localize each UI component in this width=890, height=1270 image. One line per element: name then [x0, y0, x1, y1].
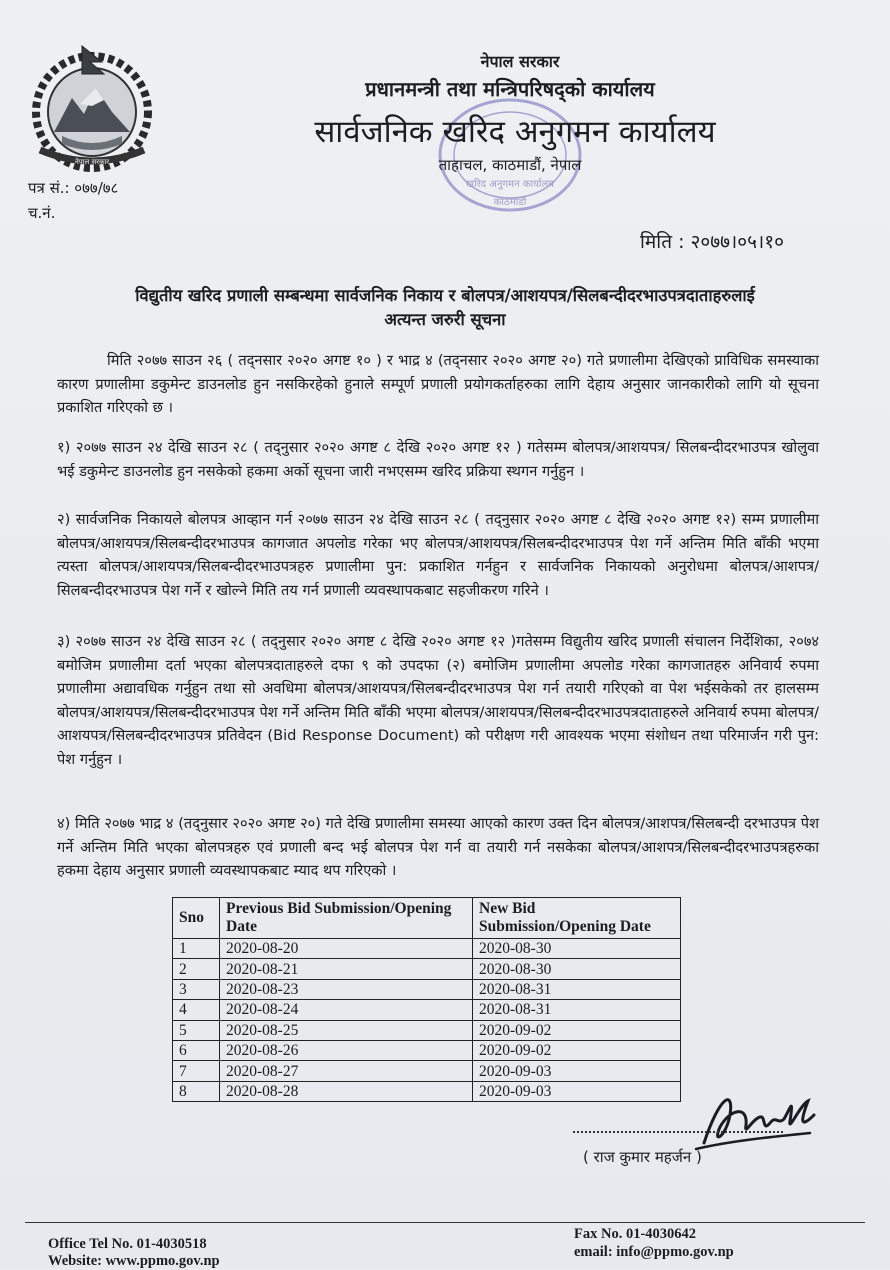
letter-number: पत्र सं.: ०७७/७८	[28, 179, 119, 197]
office-telephone: Office Tel No. 01-4030518	[48, 1236, 207, 1252]
notice-item-1: १) २०७७ साउन २४ देखि साउन २८ ( तद्नुसार २०२० अगष्ट ८ देखि २०२० अगष्ट १२ ) गतेसम्म बोलपत्र/आशयपत्र/ सिलबन्दीदरभाउपत्र खोलुवा भई डकुमेन्ट डाउनलोड हुन नसकेको हकमा अर्को सूचना जारी नभएसम्म खरिद प्रक्रिया स्थगन गर्नुहुन ।	[57, 439, 819, 480]
website-link[interactable]: Website: www.ppmo.gov.np	[48, 1253, 220, 1269]
ministry-name: प्रधानमन्त्री तथा मन्त्रिपरिषद्को कार्यालय	[365, 77, 655, 101]
cell-sno: 3	[173, 979, 220, 999]
svg-text:नेपाल सरकार: नेपाल सरकार	[74, 158, 110, 166]
cell-sno: 5	[173, 1020, 220, 1040]
cell-new-date: 2020-08-31	[473, 979, 681, 999]
column-header-new-date: New Bid Submission/Opening Date	[473, 898, 681, 939]
cell-previous-date: 2020-08-28	[220, 1081, 473, 1101]
cell-new-date: 2020-08-31	[473, 1000, 681, 1020]
cell-sno: 7	[173, 1061, 220, 1081]
footer-divider	[25, 1222, 865, 1223]
signature-line	[573, 1131, 783, 1133]
fax-number: Fax No. 01-4030642	[574, 1226, 697, 1242]
table-row	[173, 939, 681, 959]
deadline-extension-table	[172, 897, 681, 1102]
office-name: सार्वजनिक खरिद अनुगमन कार्यालय	[314, 114, 716, 150]
cell-previous-date: 2020-08-26	[220, 1040, 473, 1060]
cell-previous-date: 2020-08-24	[220, 1000, 473, 1020]
cell-new-date: 2020-09-02	[473, 1020, 681, 1040]
svg-text:काठमाडौं: काठमाडौं	[493, 197, 527, 208]
table-row	[173, 959, 681, 979]
table-row	[173, 1040, 681, 1060]
table-row	[173, 1020, 681, 1040]
cell-sno: 2	[173, 959, 220, 979]
notice-item-2: २) सार्वजनिक निकायले बोलपत्र आव्हान गर्न २०७७ साउन २४ देखि साउन २८ ( तद्नुसार २०२० अगष्ट ८ देखि २०२० अगष्ट १२) सम्म प्रणालीमा बोलपत्र/आशयपत्र/सिलबन्दीदरभाउपत्र कागजात अपलोड गरेका भए बोलपत्र/आशयपत्र/सिलबन्दीदरभाउपत्र पेश गर्ने अन्तिम मिति बाँकी भएमा त्यस्ता बोलपत्र/आशयपत्र/सिलबन्दीदरभाउपत्रहरु प्रणालीमा पुन: प्रकाशित गर्नहुन र सार्वजनिक निकायको अनुरोधमा बोलपत्र/आशपत्र/सिलबन्दीदरभाउपत्र पेश गर्ने र खोल्ने मिति तय गर्न प्रणाली व्यवस्थापकबाट सहजीकरण गरिने ।	[57, 511, 819, 599]
cell-sno: 4	[173, 1000, 220, 1020]
dispatch-number: च.नं.	[28, 204, 56, 222]
nepal-emblem-icon	[22, 40, 162, 175]
cell-previous-date: 2020-08-21	[220, 959, 473, 979]
cell-new-date: 2020-09-02	[473, 1040, 681, 1060]
svg-text:खरिद अनुगमन कार्यालय: खरिद अनुगमन कार्यालय	[465, 179, 555, 190]
cell-previous-date: 2020-08-25	[220, 1020, 473, 1040]
intro-paragraph: मिति २०७७ साउन २६ ( तद्नसार २०२० अगष्ट १० ) र भाद्र ४ (तद्नसार २०२० अगष्ट २०) गते प्रणालीमा देखिएको प्राविधिक समस्याका कारण प्रणालीमा डकुमेन्ट डाउनलोड हुन नसकिरहेको हुनाले सम्पूर्ण प्रणाली प्रयोगकर्ताहरुका लागि देहाय अनुसार जानकारीको लागि यो सूचना प्रकाशित गरिएको छ ।	[57, 352, 819, 416]
government-name: नेपाल सरकार	[480, 52, 560, 71]
cell-previous-date: 2020-08-23	[220, 979, 473, 999]
cell-sno: 6	[173, 1040, 220, 1060]
table-row	[173, 1000, 681, 1020]
office-address: ताहाचल, काठमाडौं, नेपाल	[438, 156, 582, 174]
table-header-row	[173, 898, 681, 939]
cell-new-date: 2020-08-30	[473, 939, 681, 959]
signatory-name: ( राज कुमार महर्जन )	[583, 1148, 702, 1166]
notice-title: विद्युतीय खरिद प्रणाली सम्बन्धमा सार्वजनिक निकाय र बोलपत्र/आशयपत्र/सिलबन्दीदरभाउपत्रदाताहरुलाई	[135, 286, 755, 305]
email-link[interactable]: email: info@ppmo.gov.np	[574, 1244, 734, 1260]
column-header-sno: Sno	[173, 898, 220, 939]
cell-previous-date: 2020-08-20	[220, 939, 473, 959]
table-row	[173, 979, 681, 999]
cell-new-date: 2020-08-30	[473, 959, 681, 979]
notice-subtitle: अत्यन्त जरुरी सूचना	[384, 310, 506, 329]
table-row	[173, 1061, 681, 1081]
cell-new-date: 2020-09-03	[473, 1081, 681, 1101]
table-row	[173, 1081, 681, 1101]
notice-date: मिति : २०७७।०५।१०	[640, 231, 784, 253]
cell-new-date: 2020-09-03	[473, 1061, 681, 1081]
notice-item-4: ४) मिति २०७७ भाद्र ४ (तद्नुसार २०२० अगष्ट २०) गते देखि प्रणालीमा समस्या आएको कारण उक्त दिन बोलपत्र/आशपत्र/सिलबन्दी दरभाउपत्र पेश गर्ने अन्तिम मिति भएका बोलपत्रहरु एवं प्रणाली बन्द भई बोलपत्र पेश गर्न वा तयारी गर्न नसकेका बोलपत्र/आशपत्र/सिलबन्दीदरभाउपत्रहरुका हकमा देहाय अनुसार प्रणाली व्यवस्थापकबाट म्याद थप गरिएको ।	[57, 815, 819, 879]
handwritten-signature-icon	[690, 1075, 830, 1165]
notice-item-3: ३) २०७७ साउन २४ देखि साउन २८ ( तद्नुसार २०२० अगष्ट ८ देखि २०२० अगष्ट १२ )गतेसम्म विद्युतीय खरिद प्रणाली संचालन निर्देशिका, २०७४ बमोजिम प्रणालीमा दर्ता भएका बोलपत्रदाताहरुले दफा ९ को उपदफा (२) बमोजिम प्रणालीमा अपलोड गरेका कागजातहरु अनिवार्य रुपमा प्रणालीमा अद्यावधिक गर्नुहुन तथा सो अवधिमा बोलपत्र/आशयपत्र/सिलबन्दीदरभाउपत्र पेश गर्न तयारी गरिएको वा पेश भईसकेको तर हालसम्म बोलपत्र/आशयपत्र/सिलबन्दीदरभाउपत्र पेश गर्ने अन्तिम मिति बाँकी भएमा बोलपत्र/आशयपत्र/सिलबन्दीदरभाउपत्रदाताहरुले अनिवार्य रुपमा बोलपत्र/आशयपत्र/सिलबन्दीदरभाउपत्र प्रतिवेदन (Bid Response Document) को परीक्षण गरी आवश्यक भएमा संशोधन तथा परिमार्जन गरी पुन: पेश गर्नुहुन ।	[57, 633, 819, 768]
cell-sno: 8	[173, 1081, 220, 1101]
cell-previous-date: 2020-08-27	[220, 1061, 473, 1081]
column-header-previous-date: Previous Bid Submission/Opening Date	[220, 898, 473, 939]
cell-sno: 1	[173, 939, 220, 959]
